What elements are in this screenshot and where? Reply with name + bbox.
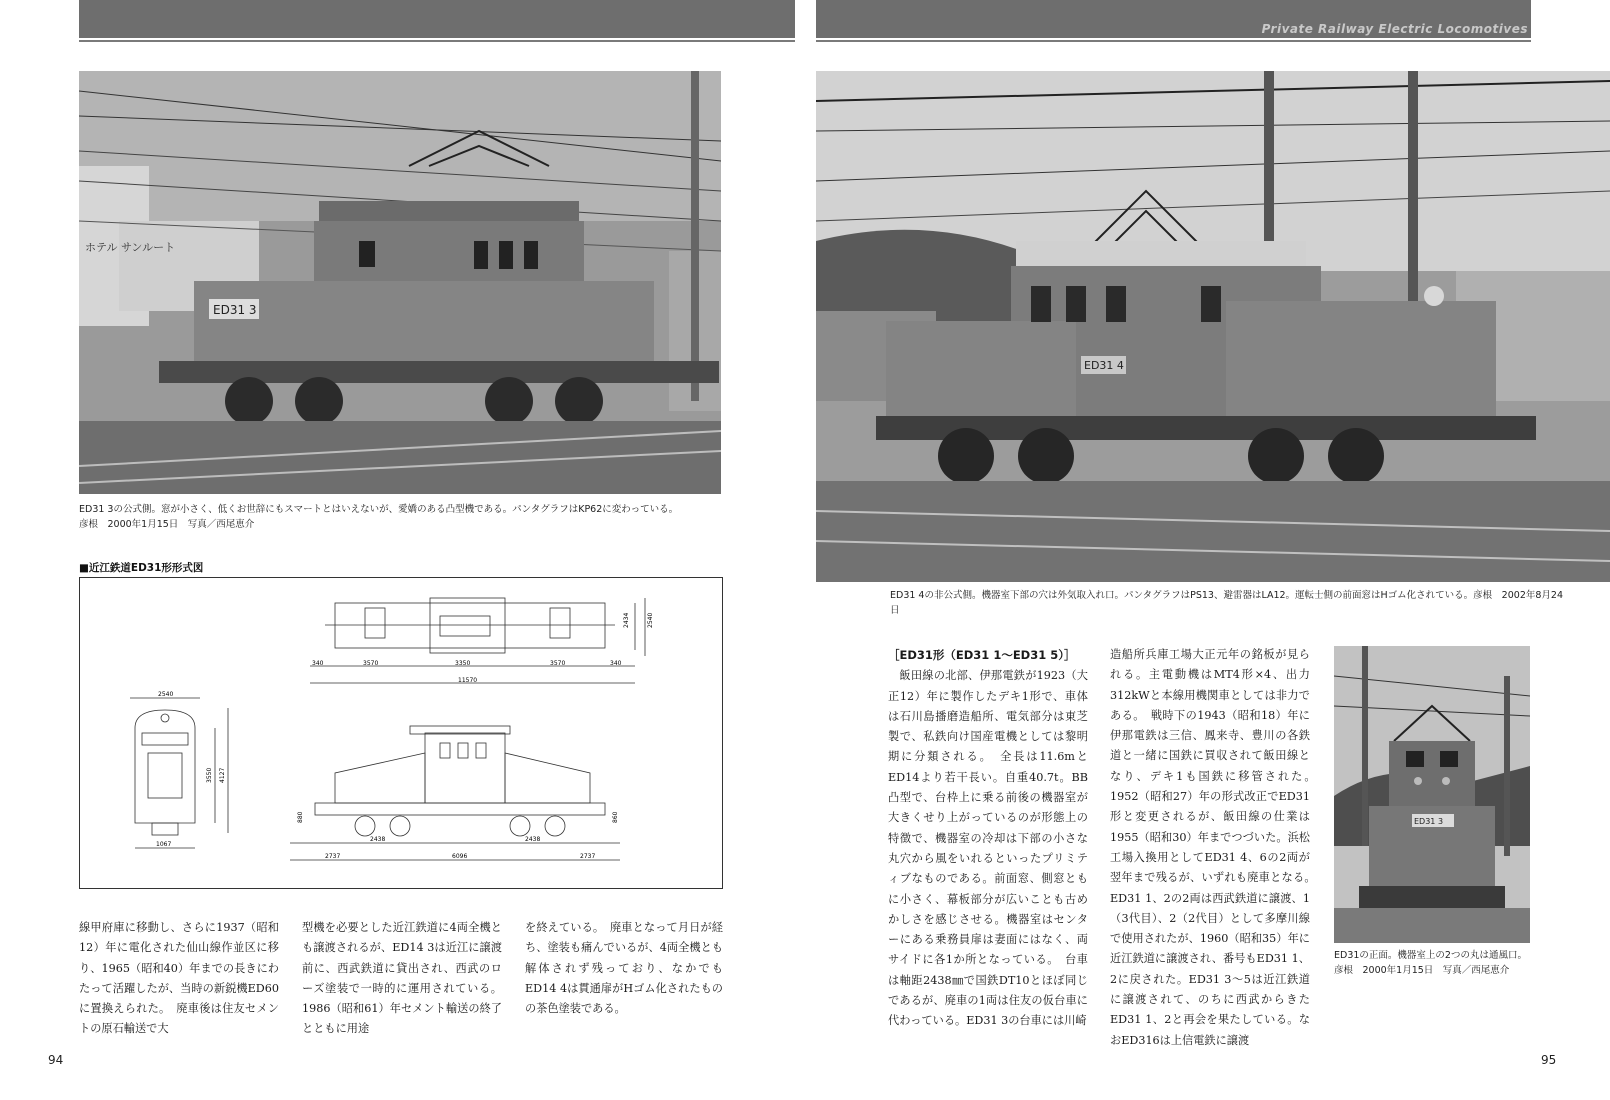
dim-top-1: 340 [312,660,324,667]
caption-photo1-line2: 彦根 2000年1月15日 写真／西尾恵介 [79,519,255,530]
left-text-column-3: を終えている。 廃車となって月日が経ち、塗装も痛んでいるが、4両全機とも解体されず残っており、なかでもED14 4は貫通扉がHゴム化されたものの茶色塗装である。 [525,921,723,1016]
side-left-height: 880 [297,811,304,823]
series-title: Private Railway Electric Locomotives [1261,22,1528,36]
photo-ed31-3-illustration [79,71,721,494]
dim-top-3: 3350 [455,660,471,667]
figure-title: ■近江鉄道ED31形形式図 [79,562,204,574]
caption-photo1 [79,502,729,532]
dim-top-5: 340 [610,660,622,667]
hotel-sign: ホテル サンルート [85,241,176,254]
dim-top-4: 3570 [550,660,566,667]
diagram-drawing [80,578,722,888]
left-text-column-1: 線甲府庫に移動し、さらに1937（昭和12）年に電化された仙山線作並区に移り、1965（昭和40）年までの長きにわたって活躍したが、当時の新鋭機ED60に置換えられた。 廃車後は住友セメントの原石輸送で大 [79,921,279,1036]
section-heading: ［ED31形（ED31 1～ED31 5）］ [888,648,1076,662]
front-height-1: 3550 [206,767,213,783]
dim-top-2: 3570 [363,660,379,667]
loco-number-plate: ED31 3 [213,303,257,317]
page-number-right: 95 [1541,1053,1557,1067]
side-dim-1: 2438 [370,836,386,843]
loco-number-plate: ED31 3 [1414,817,1444,826]
dim-total-length: 11570 [458,677,478,684]
side-dim-3: 2438 [525,836,541,843]
left-header-rule [79,40,795,42]
side-dim-2: 6096 [452,853,468,860]
right-header-rule [816,40,1531,42]
photo-ed31-4-illustration [816,71,1610,582]
photo-ed31-4-side [816,71,1610,582]
type-diagram [79,577,723,889]
caption-photo2: ED31 4の非公式側。機器室下部の穴は外気取入れ口。パンタグラフはPS13、避雷器はLA12。運転士側の前面窓はHゴム化されている。彦根 2002年8月24日 [890,590,1563,616]
page-number-left: 94 [48,1053,64,1067]
left-header-band [79,0,795,38]
side-right-height: 860 [612,811,619,823]
front-height-2: 4127 [219,767,226,783]
side-dim-0: 2737 [325,853,341,860]
loco-number-plate: ED31 4 [1084,359,1124,372]
photo-ed31-front [1334,646,1530,943]
photo-ed31-front-illustration [1334,646,1530,943]
caption-photo3 [1334,948,1544,978]
left-text-column-2: 型機を必要とした近江鉄道に4両全機とも譲渡されるが、ED14 3は近江に譲渡前に、西武鉄道に貸出され、西武のローズ塗装で一時的に運用されている。1986（昭和61）年セメント輸送の終了とともに用途 [302,921,502,1036]
dim-height-2: 2540 [647,612,654,628]
front-bottom: 1067 [156,841,172,848]
right-text-column-2: 造船所兵庫工場大正元年の銘板が見られる。主電動機はMT4形×4、出力312kWと本線用機関車としては非力である。 戦時下の1943（昭和18）年に伊那電鉄は三信、鳳来寺、豊川の各鉄道と一緒に国鉄に買収されて飯田線となり、デキ1も国鉄に移管された。 1952（昭和27）年の形式改正でED31形と変更されるが、飯田線の仕業は1955（昭和30）年までつづいた。浜松工場入換用としてED31 4、6の2両が翌年まで残るが、いずれも廃車となる。 ED31 1、2の2両は西武鉄道に譲渡、1（3代目）、2（2代目）として多摩川線で使用されたが、1960（昭和35）年に近江鉄道に譲渡され、番号もED31 1、2に戻された。ED31 3～5は近江鉄道に譲渡されて、のちに西武からきたED31 1、2と再会を果たしている。なおED316は上信電鉄に譲渡 [1110,648,1322,1047]
side-dim-4: 2737 [580,853,596,860]
right-text-column-1 [888,645,1088,1032]
caption-photo3-line1: ED31の正面。機器室上の2つの丸は通風口。 [1334,950,1527,961]
right-column-1-body: 飯田線の北部、伊那電鉄が1923（大正12）年に製作したデキ1形で、車体は石川島播磨造船所、電気部分は東芝製で、私鉄向け国産電機としては黎明期に分類される。 全長は11.6mとED14より若干長い。自重40.7t。BB凸型で、台枠上に乗る前後の機器室が大きくせり上がっているのが形態上の特徴で、機器室の冷却は下部の小さな丸穴から風をいれるといったプリミティブなものである。前面窓、側窓ともに小さく、幕板部分が広いことも古めかしさを感じさせる。機器室はセンターにある乗務員扉は妻面にはなく、両サイドに各1か所となっている。 台車は軸距2438㎜で国鉄DT10とほぼ同じであるが、廃車の1両は住友の仮台車に代わっている。ED31 3の台車には川崎 [888,669,1088,1028]
dim-height-1: 2434 [623,612,630,628]
caption-photo3-line2: 彦根 2000年1月15日 写真／西尾恵介 [1334,965,1510,976]
photo-ed31-3-side [79,71,721,494]
caption-photo1-line1: ED31 3の公式側。窓が小さく、低くお世辞にもスマートとはいえないが、愛嬌のある凸型機である。パンタグラフはKP62に変わっている。 [79,504,679,515]
front-width: 2540 [158,691,174,698]
